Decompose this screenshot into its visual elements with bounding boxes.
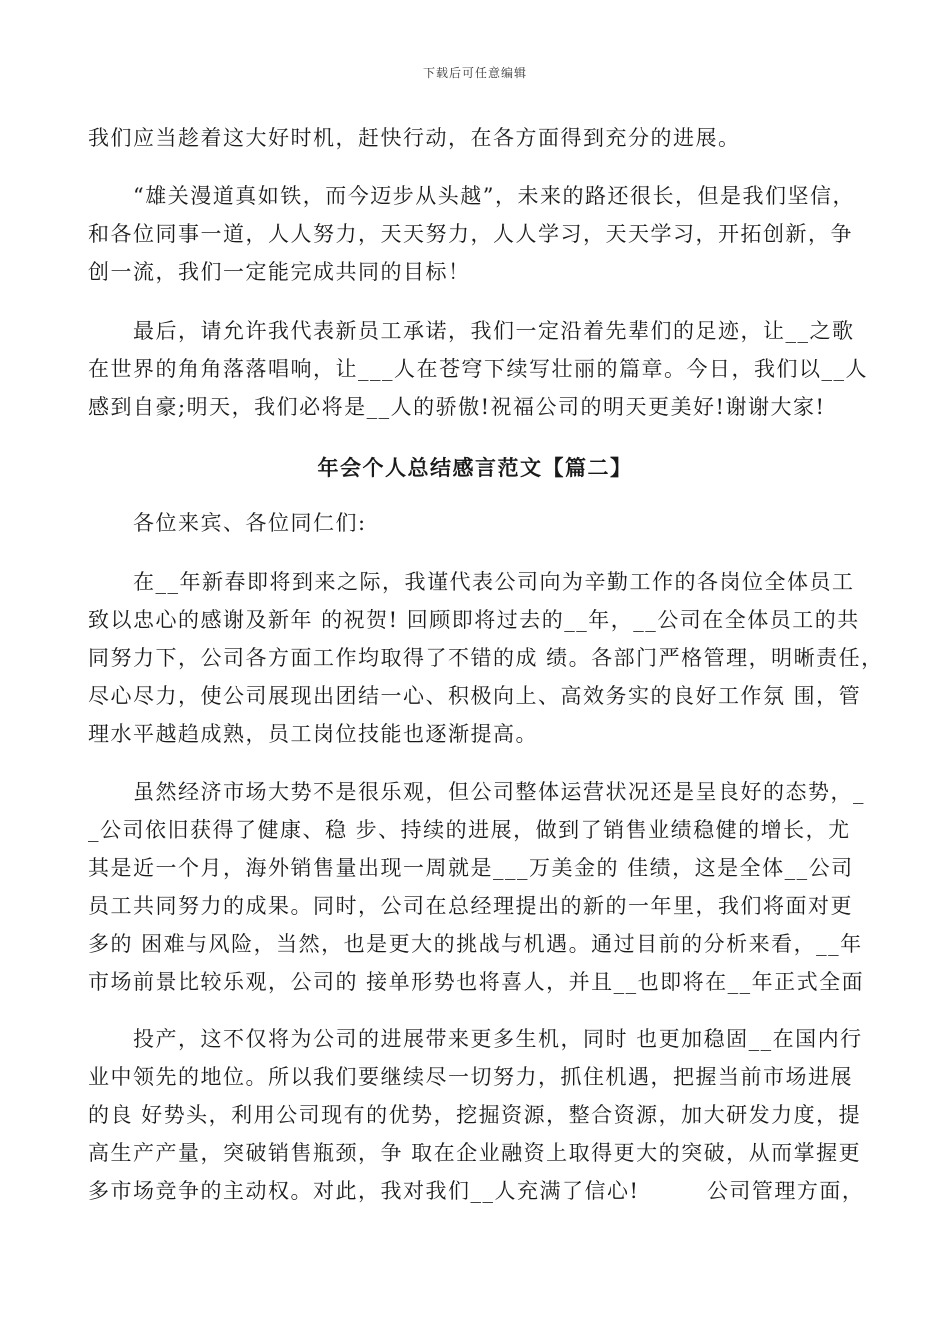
text-line: _公司依旧获得了健康、稳 步、持续的进展，做到了销售业绩稳健的增长，尤 — [88, 818, 851, 842]
text-line: 感到自豪;明天，我们必将是__人的骄傲!祝福公司的明天更美好!谢谢大家! — [88, 395, 826, 419]
text-line: 理水平越趋成熟，员工岗位技能也逐渐提高。 — [88, 722, 538, 746]
section-title: 年会个人总结感言范文【篇二】 — [317, 455, 633, 480]
text-line: 业中领先的地位。所以我们要继续尽一切努力，抓住机遇，把握当前市场进展 — [88, 1065, 853, 1089]
text-line: 致以忠心的感谢及新年 的祝贺! 回顾即将过去的__年，__公司在全体员工的共 — [88, 608, 860, 632]
text-line: 员工共同努力的成果。同时，公司在总经理提出的新的一年里，我们将面对更 — [88, 894, 853, 918]
text-line: 在世界的角角落落唱响，让___人在苍穹下续写壮丽的篇章。今日，我们以__人 — [88, 357, 868, 381]
text-line: 的良 好势头，利用公司现有的优势，挖掘资源，整合资源，加大研发力度，提 — [88, 1103, 862, 1127]
text-line: 多的 困难与风险，当然，也是更大的挑战与机遇。通过目前的分析来看，__年 — [88, 932, 863, 956]
text-line: 创一流，我们一定能完成共同的目标！ — [88, 260, 471, 284]
text-line: 投产，这不仅将为公司的进展带来更多生机，同时 也更加稳固__在国内行 — [88, 1027, 863, 1051]
text-line: 各位来宾、各位同仁们: — [88, 511, 367, 535]
text-line: 在__年新春即将到来之际，我谨代表公司向为辛勤工作的各岗位全体员工 — [88, 570, 855, 594]
text-line: 最后，请允许我代表新员工承诺，我们一定沿着先辈们的足迹，让__之歌 — [88, 319, 855, 343]
text-line: 我们应当趁着这大好时机，赶快行动，在各方面得到充分的进展。 — [88, 126, 741, 150]
text-line: 高生产产量，突破销售瓶颈，争 取在企业融资上取得更大的突破，从而掌握更 — [88, 1141, 862, 1165]
text-line: 同努力下，公司各方面工作均取得了不错的成 绩。各部门严格管理，明晰责任， — [88, 646, 884, 670]
text-line: 其是近一个月，海外销售量出现一周就是___万美金的 佳绩，这是全体__公司 — [88, 856, 854, 880]
text-line: 和各位同事一道，人人努力，天天努力，人人学习，天天学习，开拓创新，争 — [88, 222, 853, 246]
text-line: “雄关漫道真如铁，而今迈步从头越”，未来的路还很长，但是我们坚信， — [88, 184, 855, 208]
page-header: 下载后可任意编辑 — [422, 66, 527, 80]
text-line: 尽心尽力，使公司展现出团结一心、积极向上、高效务实的良好工作氛 围，管 — [88, 684, 862, 708]
text-line: 市场前景比较乐观，公司的 接单形势也将喜人，并且__也即将在__年正式全面 — [88, 970, 865, 994]
text-line: 虽然经济市场大势不是很乐观，但公司整体运营状况还是呈良好的态势，_ — [88, 780, 865, 804]
text-line: 多市场竞争的主动权。对此，我对我们__人充满了信心! 公司管理方面， — [88, 1179, 865, 1203]
